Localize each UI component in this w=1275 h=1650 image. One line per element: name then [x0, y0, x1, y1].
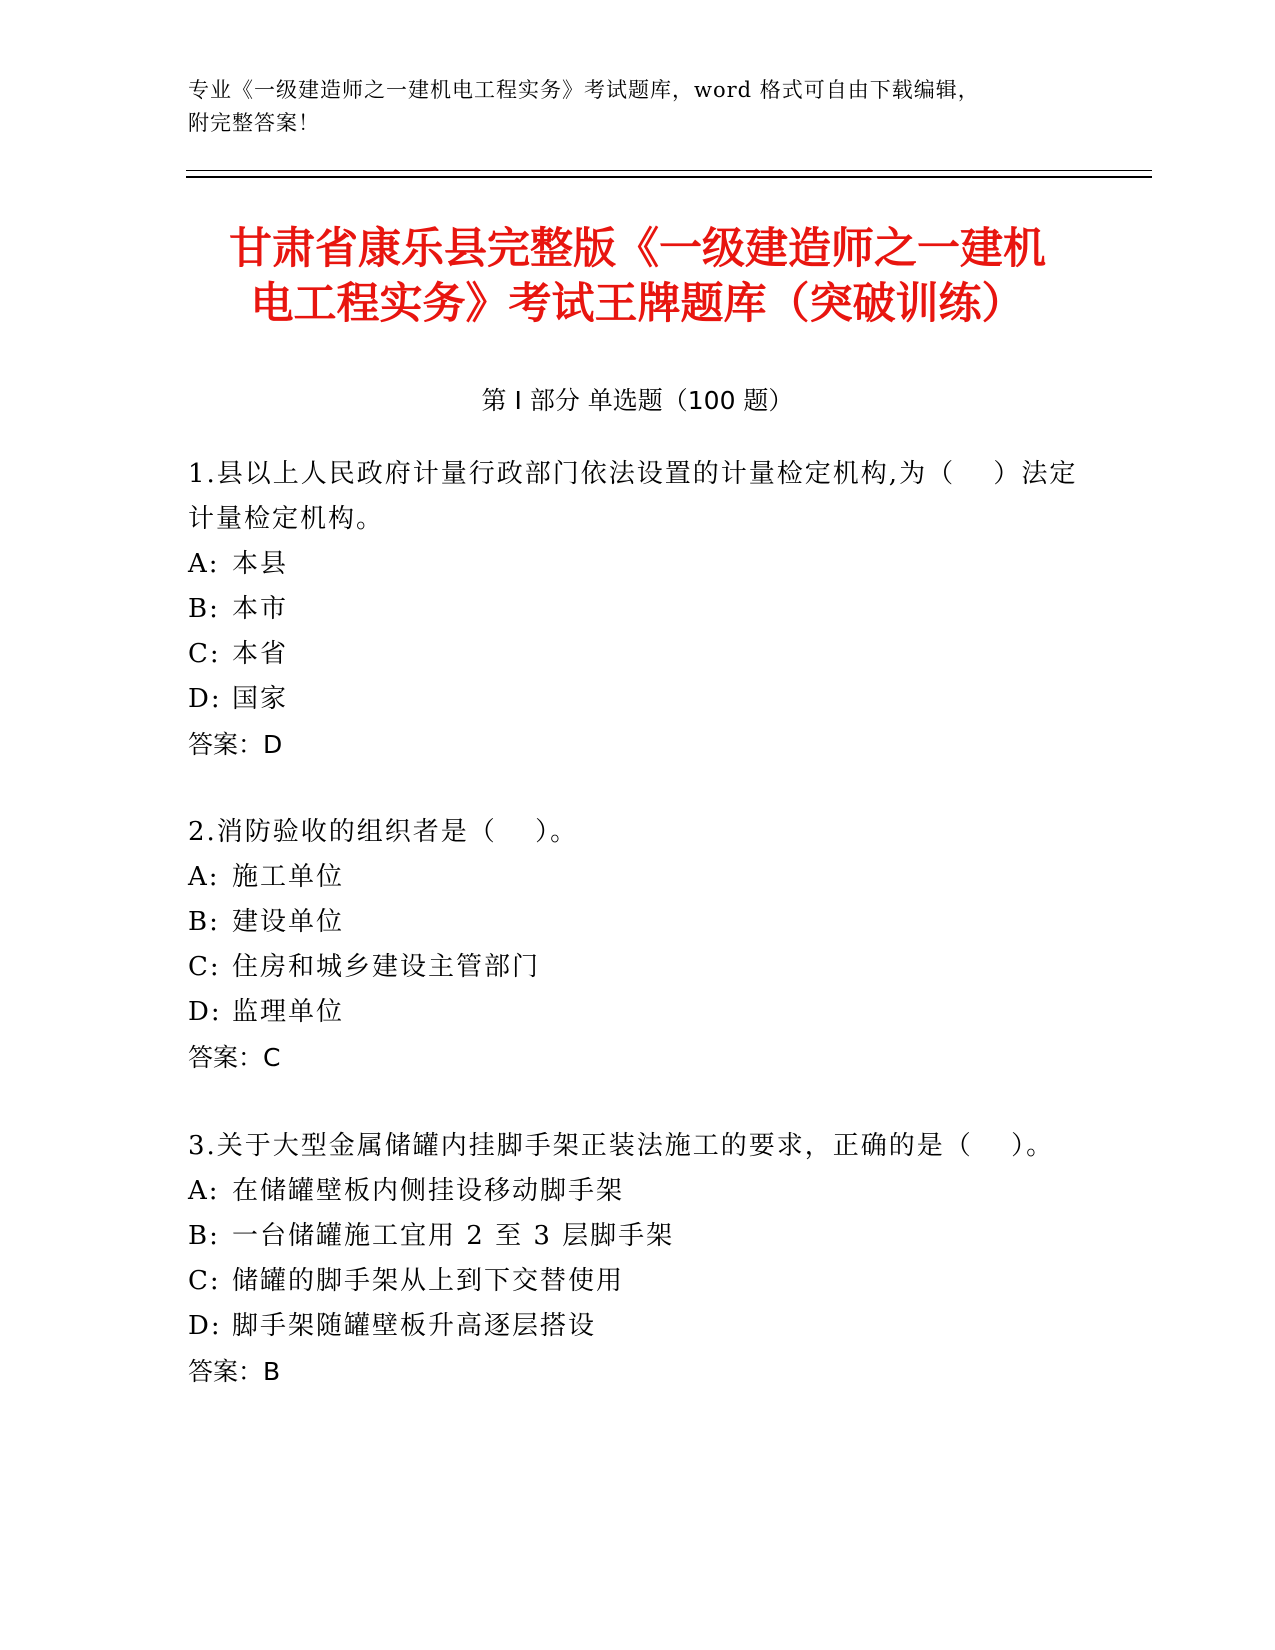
option-b [188, 900, 1078, 945]
option-text: 本省 [232, 639, 289, 669]
option-letter: A: [188, 1176, 220, 1206]
option-c [188, 945, 1078, 990]
question-stem: 3.关于大型金属储罐内挂脚手架正装法施工的要求，正确的是（ ）。 [188, 1131, 1055, 1161]
option-text: 国家 [232, 684, 289, 714]
option-b [188, 1214, 1078, 1259]
option-c [188, 632, 1078, 677]
option-a [188, 1169, 1078, 1214]
option-text: 本市 [232, 594, 289, 624]
option-b [188, 587, 1078, 632]
question-stem: 2.消防验收的组织者是（ ）。 [188, 817, 579, 847]
answer: 答案：D [188, 730, 283, 759]
option-c [188, 1259, 1078, 1304]
option-letter: D: [188, 1311, 222, 1341]
question-1 [188, 452, 1078, 767]
option-text: 一台储罐施工宜用 2 至 3 层脚手架 [232, 1221, 675, 1251]
header-divider-thick [186, 176, 1152, 178]
option-letter: C: [188, 1266, 221, 1296]
option-d [188, 1304, 1078, 1349]
document-title [150, 222, 1125, 332]
option-letter: B: [188, 907, 220, 937]
header-note [188, 74, 1088, 140]
question-stem: 1.县以上人民政府计量行政部门依法设置的计量检定机构,为（ ）法定计量检定机构。 [188, 459, 1078, 534]
option-text: 监理单位 [232, 997, 345, 1027]
option-text: 脚手架随罐壁板升高逐层搭设 [232, 1311, 597, 1341]
option-text: 储罐的脚手架从上到下交替使用 [232, 1266, 625, 1296]
option-letter: B: [188, 1221, 220, 1251]
section-heading: 第 I 部分 单选题（100 题） [481, 386, 794, 415]
header-note-line2: 附完整答案！ [188, 111, 320, 135]
option-letter: D: [188, 684, 222, 714]
option-letter: D: [188, 997, 222, 1027]
question-2 [188, 810, 1078, 1080]
option-d [188, 677, 1078, 722]
option-a [188, 542, 1078, 587]
answer: 答案：B [188, 1357, 281, 1386]
option-letter: A: [188, 549, 220, 579]
header-divider-thin [186, 170, 1152, 171]
document-title-line2: 电工程实务》考试王牌题库（突破训练） [250, 279, 1025, 329]
answer: 答案：C [188, 1043, 281, 1072]
header-note-line1: 专业《一级建造师之一建机电工程实务》考试题库，word 格式可自由下载编辑， [188, 78, 980, 102]
option-letter: A: [188, 862, 220, 892]
option-d [188, 990, 1078, 1035]
option-letter: C: [188, 639, 221, 669]
document-title-line1: 甘肃省康乐县完整版《一级建造师之一建机 [229, 224, 1046, 274]
option-text: 施工单位 [232, 862, 345, 892]
option-text: 建设单位 [232, 907, 345, 937]
option-text: 在储罐壁板内侧挂设移动脚手架 [232, 1176, 625, 1206]
option-text: 住房和城乡建设主管部门 [232, 952, 541, 982]
option-a [188, 855, 1078, 900]
option-letter: B: [188, 594, 220, 624]
option-text: 本县 [232, 549, 289, 579]
question-3 [188, 1124, 1078, 1394]
option-letter: C: [188, 952, 221, 982]
